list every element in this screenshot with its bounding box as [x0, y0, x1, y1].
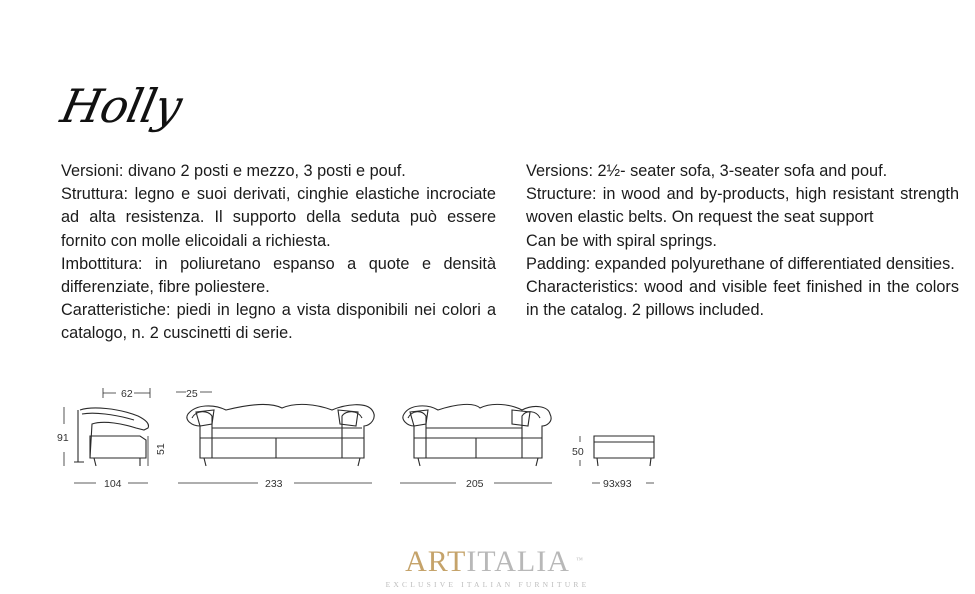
brand-tagline: EXCLUSIVE ITALIAN FURNITURE: [385, 580, 590, 589]
brand-logo-art: ART: [405, 545, 467, 578]
brand-trademark: ™: [576, 556, 584, 564]
it-structure: Struttura: legno e suoi derivati, cinghie elastiche incrociate ad alta resistenza. Il supporto della seduta può essere fornito con molle elicoidali a richiesta.: [61, 185, 496, 250]
dim-side-height: 91: [57, 432, 69, 444]
sofa-25-seat-drawing: [400, 404, 552, 483]
en-characteristics: Characteristics: wood and visible feet finished in the colors in the catalog. 2 pillows included.: [526, 278, 959, 320]
drawings-svg: [0, 380, 975, 500]
italian-description: [61, 160, 496, 346]
it-versions: Versioni: divano 2 posti e mezzo, 3 posti e pouf.: [61, 162, 406, 180]
side-view-drawing: [64, 388, 150, 483]
it-padding: Imbottitura: in poliuretano espanso a quote e densità differenziate, fibre poliestere.: [61, 254, 496, 297]
en-padding: Padding: expanded polyurethane of differentiated densities.: [526, 254, 955, 273]
pouf-drawing: [580, 436, 654, 483]
english-description: [526, 160, 959, 322]
brand-footer: [0, 545, 975, 589]
dim-seat-height: 51: [155, 443, 167, 455]
en-structure: Structure: in wood and by-products, high resistant strength woven elastic belts. On request the seat support: [526, 185, 959, 227]
dim-sofa3-width: 233: [265, 478, 283, 490]
dim-arm-width: 25: [186, 388, 198, 400]
it-characteristics: Caratteristiche: piedi in legno a vista disponibili nei colori a catalogo, n. 2 cuscinetti di serie.: [61, 301, 496, 343]
en-springs: Can be with spiral springs.: [526, 231, 717, 250]
brand-logo-italia: ITALIA: [466, 545, 570, 578]
dim-sofa25-width: 205: [466, 478, 484, 490]
product-title: Holly: [56, 79, 186, 133]
dim-pouf-size: 93x93: [603, 478, 632, 490]
sofa-3-seat-drawing: [176, 392, 374, 483]
dim-side-arm: 62: [121, 388, 133, 400]
en-versions: Versions: 2½- seater sofa, 3-seater sofa and pouf.: [526, 162, 888, 180]
dim-side-depth: 104: [104, 478, 122, 490]
technical-drawings: [0, 380, 975, 500]
brand-logo: [405, 545, 584, 578]
dim-pouf-height: 50: [572, 446, 584, 458]
